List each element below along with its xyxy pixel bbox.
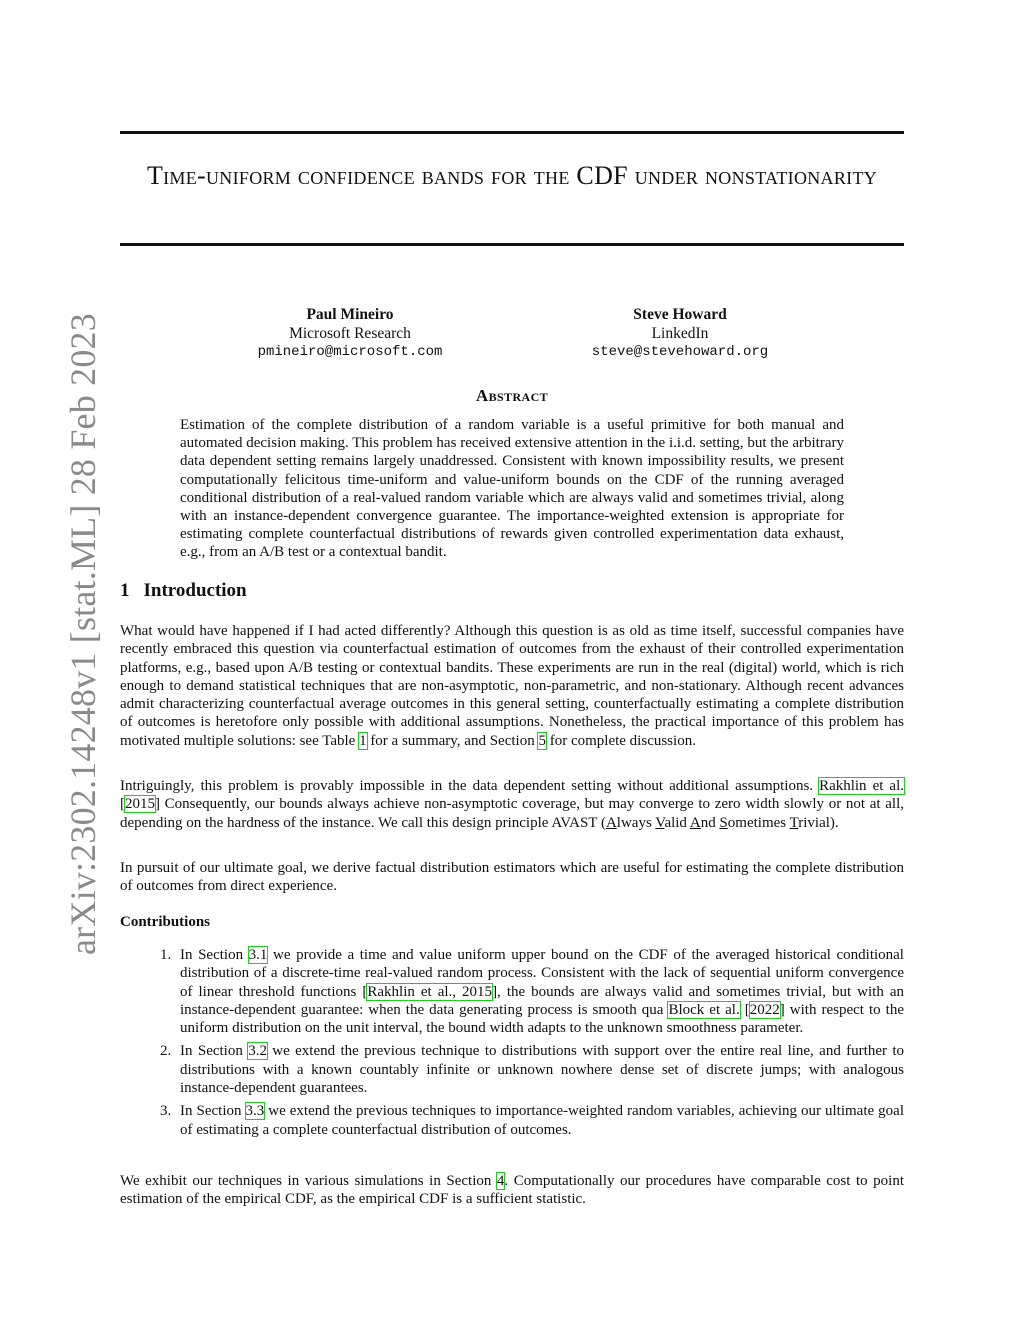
list-item	[120, 946, 904, 1037]
section-ref-link[interactable]: 3.2	[248, 1043, 267, 1060]
author-affiliation: LinkedIn	[651, 324, 709, 342]
citation-year-link[interactable]: 2022	[749, 1001, 780, 1018]
text-run: for a summary, and Section	[366, 732, 539, 749]
author-email[interactable]: pmineiro@microsoft.com	[257, 344, 443, 360]
section-number: 1	[120, 580, 130, 601]
citation-year-link[interactable]: 2015	[125, 796, 155, 813]
text-run: ] with respect to the uniform distribution on the unit interval, the bound width adapts to the unknown smoothness parameter.	[180, 1001, 905, 1037]
citation-link[interactable]: Block et al.	[668, 1001, 740, 1018]
section-ref-link[interactable]: 5	[538, 732, 546, 749]
section-title: Introduction	[143, 580, 247, 601]
text-run: nd	[700, 814, 720, 831]
intro-paragraph-3: In pursuit of our ultimate goal, we derive factual distribution estimators which are useful for estimating the complete distribution of outcomes from direct experience.	[120, 860, 904, 895]
text-run: In Section	[180, 1043, 249, 1060]
acronym-letter: V	[655, 814, 665, 831]
author-2	[530, 306, 830, 362]
arxiv-stamp	[12, 313, 103, 955]
citation-link[interactable]: Rakhlin et al., 2015	[367, 983, 493, 1000]
text-run: In Section	[180, 1103, 246, 1120]
text-run: alid	[664, 814, 690, 831]
section-ref-link[interactable]: 3.1	[248, 947, 268, 963]
text-run: ], the bounds are always valid and sometimes trivial, but with an instance-dependent guarantee: when the data generating process is smooth qua	[180, 983, 904, 1018]
contributions-list	[120, 946, 904, 1144]
author-email[interactable]: steve@stevehoward.org	[591, 344, 769, 360]
paper-title: Time-uniform confidence bands for the CDF under nonstationarity	[146, 161, 878, 190]
title-rule-top	[120, 131, 904, 134]
author-block	[0, 306, 1024, 366]
citation-link[interactable]: Rakhlin et al.	[819, 778, 904, 794]
text-run: In Section	[180, 947, 249, 963]
section-ref-link[interactable]: 3.3	[245, 1103, 265, 1120]
intro-paragraph-1	[120, 622, 904, 750]
list-item	[120, 1102, 904, 1139]
section-ref-link[interactable]: 4	[496, 1173, 505, 1189]
text-run: What would have happened if I had acted differently? Although this question is as old as time itself, successful companies have recently embraced this question via counterfactual estimation of outcomes from the exhaust of their controlled experimentation platforms, e.g., based upon A/B testing or contextual bandits. These experiments are run in the real (digital) world, which is rich enough to demand statistical techniques that are non-asymptotic, non-parametric, and non-stationary. Although recent advances admit characterizing counterfactual average outcomes in this general setting, counterfactually estimating a complete distribution of outcomes is heretofore only possible with additional assumptions. Nonetheless, the practical importance of this problem has motivated multiple solutions: see Table	[120, 623, 904, 749]
title-rule-bottom	[120, 243, 904, 246]
list-number: 3.	[160, 1103, 172, 1120]
text-run: we extend the previous technique to distributions with support over the entire real line, and further to distributions with a known countably infinite or unknown nowhere dense set of discrete jumps; with analogous instance-dependent guarantees.	[180, 1043, 904, 1097]
text-run: We exhibit our techniques in various simulations in Section	[120, 1173, 497, 1189]
list-number: 2.	[160, 1043, 172, 1060]
text-run: we extend the previous techniques to importance-weighted random variables, achieving our ultimate goal of estimating a complete counterfactual distribution of outcomes.	[180, 1103, 904, 1138]
text-run: Intriguingly, this problem is provably impossible in the data dependent setting without additional assumptions.	[120, 778, 820, 794]
table-ref-link[interactable]: 1	[359, 732, 367, 749]
intro-paragraph-final	[120, 1172, 904, 1209]
abstract-text: Estimation of the complete distribution of a random variable is a useful primitive for both manual and automated decision making. This problem has received extensive attention in the i.i.d. setting, but the arbitrary data dependent setting remains largely unaddressed. Consistent with known impossibility results, we present computationally felicitous time-uniform and value-uniform bounds on the CDF of the running averaged conditional distribution of a real-valued random variable which are always valid and sometimes trivial, along with an instance-dependent convergence guarantee. The importance-weighted extension is appropriate for estimating complete counterfactual distributions of rewards given controlled experimentation data exhaust, e.g., from an A/B test or a contextual bandit.	[180, 417, 844, 561]
text-run: lways	[616, 814, 656, 831]
text-run: we provide a time and value uniform upper bound on the CDF of the averaged historical conditional distribution of a discrete-time real-valued random process. Consistent with the lack of sequential uniform convergence of linear threshold functions [	[180, 947, 904, 1000]
acronym-letter: S	[719, 814, 728, 831]
intro-paragraph-2	[120, 777, 904, 832]
list-number: 1.	[160, 947, 172, 963]
text-run: for complete discussion.	[545, 732, 696, 749]
author-name: Paul Mineiro	[306, 306, 394, 323]
list-item	[120, 1042, 904, 1097]
acronym-letter: A	[689, 814, 701, 831]
text-run: . Computationally our procedures have comparable cost to point estimation of the empirical CDF, as the empirical CDF is a sufficient statistic.	[120, 1173, 905, 1208]
contributions-heading: Contributions	[120, 914, 211, 930]
text-run: ometimes	[727, 814, 790, 831]
section-heading	[120, 580, 247, 602]
text-run: rivial).	[798, 814, 839, 831]
author-1	[200, 306, 500, 362]
text-run: [	[120, 796, 125, 813]
arxiv-stamp-text: arXiv:2302.14248v1 [stat.ML] 28 Feb 2023	[63, 313, 103, 955]
author-name: Steve Howard	[633, 306, 727, 323]
text-run: [	[739, 1001, 750, 1018]
acronym-letter: T	[789, 814, 799, 831]
abstract-heading: Abstract	[475, 386, 549, 405]
text-run: ] Consequently, our bounds always achieve non-asymptotic coverage, but may converge to zero width slowly or not at all, depending on the hardness of the instance. We call this design principle AVAST (	[120, 796, 904, 831]
acronym-letter: A	[605, 814, 617, 831]
author-affiliation: Microsoft Research	[289, 324, 411, 342]
